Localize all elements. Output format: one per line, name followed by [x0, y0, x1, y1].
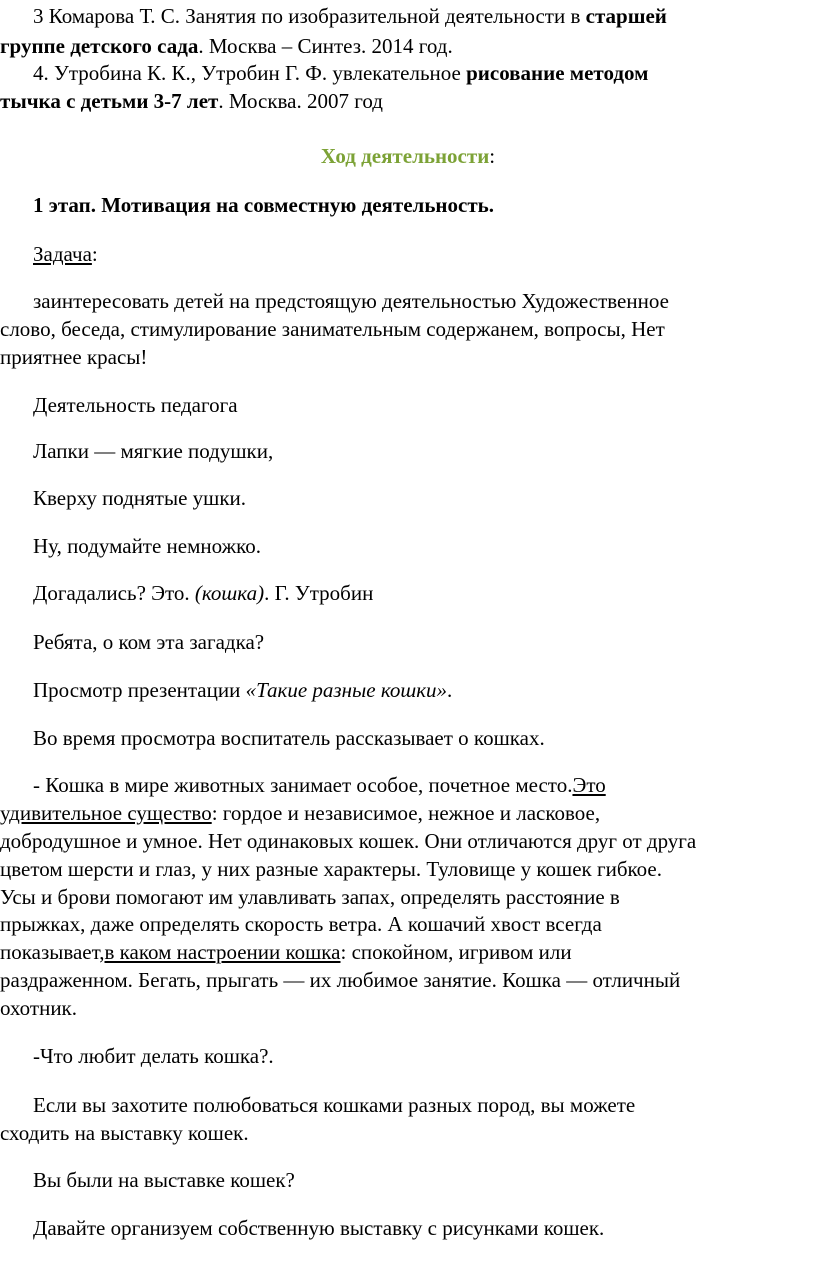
task-colon: :	[91, 242, 98, 266]
story-line-7	[0, 939, 572, 965]
presentation-prefix: Просмотр презентации	[33, 678, 246, 702]
reference-4-bold-1: рисование методом	[466, 61, 649, 85]
cat-likes-question: -Что любит делать кошка?.	[33, 1044, 274, 1068]
riddle-line-4	[33, 580, 373, 606]
during-viewing: Во время просмотра воспитатель рассказывает о кошках.	[33, 726, 545, 750]
story-underline-7: в каком настроении кошка	[104, 940, 341, 964]
riddle-answer-prefix: Догадались? Это.	[33, 581, 195, 605]
reference-4-line-1	[33, 60, 648, 86]
reference-3-text: 3 Комарова Т. С. Занятия по изобразительной деятельности в	[33, 4, 586, 28]
task-line	[33, 241, 98, 267]
aim-line-1: заинтересовать детей на предстоящую деятельностью Художественное	[33, 289, 669, 313]
riddle-line-2: Кверху поднятые ушки.	[33, 486, 247, 510]
section-heading	[0, 143, 816, 169]
stage-title	[33, 192, 494, 218]
story-underline-1: Это	[572, 773, 606, 797]
reference-3-tail: . Москва – Синтез. 2014 год.	[198, 34, 453, 58]
reference-3-line-2	[0, 33, 453, 59]
visited-question: Вы были на выставке кошек?	[33, 1168, 295, 1192]
teacher-activity: Деятельность педагога	[33, 393, 238, 417]
riddle-line-1: Лапки — мягкие подушки,	[33, 439, 274, 463]
reference-4-tail: . Москва. 2007 год	[218, 89, 383, 113]
reference-4-line-2	[0, 88, 383, 114]
stage-title-text: 1 этап. Мотивация на совместную деятельность.	[33, 193, 495, 217]
riddle-author: . Г. Утробин	[264, 581, 374, 605]
reference-4-text: 4. Утробина К. К., Утробин Г. Ф. увлекательное	[33, 61, 467, 85]
aim-line-2: слово, беседа, стимулирование занимательным содержанем, вопросы, Нет	[0, 317, 665, 341]
riddle-line-3: Ну, подумайте немножко.	[33, 534, 262, 558]
story-line-3: добродушное и умное. Нет одинаковых кошек. Они отличаются друг от друга	[0, 829, 697, 853]
story-line-4: цветом шерсти и глаз, у них разные характеры. Туловище у кошек гибкое.	[0, 857, 662, 881]
show-line-2: сходить на выставку кошек.	[0, 1121, 249, 1145]
story-line-9: охотник.	[0, 996, 78, 1020]
riddle-answer: (кошка)	[194, 581, 265, 605]
show-line-1: Если вы захотите полюбоваться кошками разных пород, вы можете	[33, 1093, 636, 1117]
task-label: Задача	[33, 242, 92, 266]
presentation-title: «Такие разные кошки»	[245, 678, 448, 702]
riddle-question: Ребята, о ком эта загадка?	[33, 630, 265, 654]
aim-line-3: приятнее красы!	[0, 345, 148, 369]
story-line-5: Усы и брови помогают им улавливать запах, определять расстояние в	[0, 885, 620, 909]
story-text-1: - Кошка в мире животных занимает особое, почетное место.	[33, 773, 573, 797]
story-text-7a: показывает,	[0, 940, 105, 964]
story-line-2	[0, 800, 600, 826]
reference-3-line-1	[33, 3, 667, 29]
story-line-6: прыжках, даже определять скорость ветра. А кошачий хвост всегда	[0, 912, 602, 936]
story-underline-2: удивительное существо	[0, 801, 212, 825]
story-text-7b: : спокойном, игривом или	[340, 940, 572, 964]
section-heading-text: Ход деятельности	[320, 144, 490, 168]
story-text-2: : гордое и независимое, нежное и ласковое,	[211, 801, 601, 825]
presentation-line	[33, 677, 452, 703]
reference-3-bold-2: группе детского сада	[0, 34, 199, 58]
story-line-8: раздраженном. Бегать, прыгать — их любимое занятие. Кошка — отличный	[0, 968, 681, 992]
reference-4-bold-2: тычка с детьми 3-7 лет	[0, 89, 219, 113]
presentation-dot: .	[447, 678, 453, 702]
reference-3-bold-1: старшей	[585, 4, 667, 28]
organize-exhibition: Давайте организуем собственную выставку с рисунками кошек.	[33, 1216, 605, 1240]
section-heading-colon: :	[489, 144, 496, 168]
story-line-1	[33, 772, 606, 798]
